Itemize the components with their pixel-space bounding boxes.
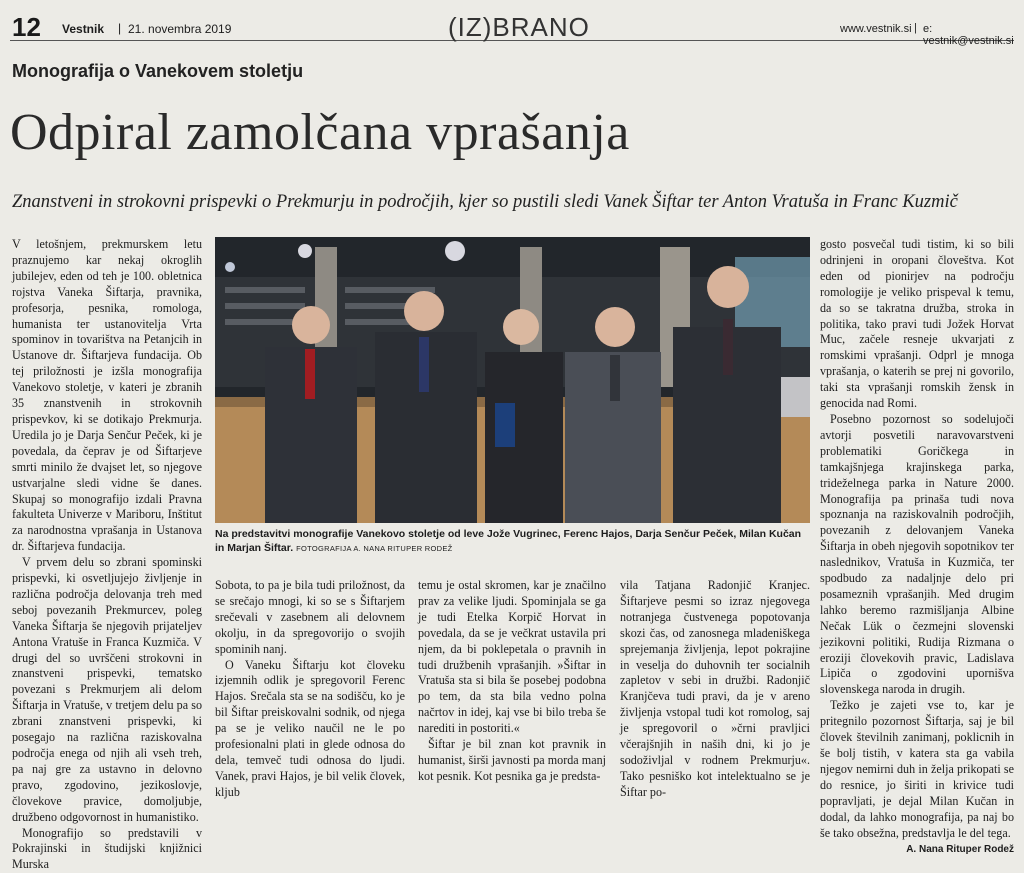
header-separator-2: |	[914, 22, 917, 34]
caption-text: Na predstavitvi monografije Vanekovo stoletje od leve Jože Vugrinec, Ferenc Hajos, Darja Senčur Peček, Milan Kučan in Marjan Šiftar.	[215, 528, 802, 554]
paragraph: Posebno pozornost so sodelujoči avtorji posvetili naravovarstveni problematiki Goričkega in tamkajšnjega krajinskega parka, trideželnega parka in Nature 2000. Monografija pa prinaša tudi nova spoznanja na raziskovalnih področjih, povezanih z delovanjem Vaneka Šiftarja in obeh njegovih sopotnikov ter naslednikov, Vratuša in Kuzmiča, ter spodbudo za nadaljnje delo pri posameznih vprašanjih. Med drugim lahko beremo razmišljanja Albine Nečak Lük o čezmejni slovenski jezikovni politiki, Rudija Rizmana o eroziji človekovih pravic, Ladislava Lipiča o zgodovini upornišva slovenskega naroda in drugih.	[820, 411, 1014, 697]
paragraph: gosto posvečal tudi tistim, ki so bili odrinjeni in oropani človeštva. Kot eden od pionirjev na področju romologije je veliko prispeval k temu, da so se takratna družba, stroka in politika, tako pravi tudi Jožek Horvat Muc, začele resneje ukvarjati z romskimi vprašanji. Odprl je mnoga vprašanja, o katerih se prej ni govorilo, taki sta vprašanji romskih žensk in genocida nad Romi.	[820, 237, 1014, 411]
paragraph: Težko je zajeti vse to, kar je pritegnilo pozornost Šiftarja, saj je bil človek številnih zanimanj, poklicnih in še bolj tistih, v katera sta ga vabila njegov nemirni duh in želja prikopati se do resnice, jo širiti in krivice tudi popravljati, je dejal Milan Kučan in dodal, da lahko monografija, pa naj bo še tako obsežna, predstavlja le del tega.	[820, 698, 1014, 840]
paragraph: Monografijo so predstavili v Pokrajinski in študijski knjižnici Murska	[12, 825, 202, 872]
text-column-bottom-2	[418, 578, 606, 785]
page-header	[10, 8, 1014, 47]
header-separator: |	[118, 21, 122, 35]
text-column-left	[12, 237, 202, 873]
paragraph: Sobota, to pa je bila tudi priložnost, da se srečajo mnogi, ki so se s Šiftarjem srečevali v zasebnem ali delovnem okolju, in da spregovorijo o svojih spominih nanj.	[215, 578, 405, 656]
event-photo	[215, 237, 810, 523]
text-column-bottom-3	[620, 578, 810, 801]
website-link[interactable]: www.vestnik.si	[840, 23, 912, 35]
section-name: (IZ)BRANO	[448, 12, 590, 42]
issue-date: 21. novembra 2019	[128, 22, 232, 36]
paragraph: V prvem delu so zbrani spominski prispevki, ki osvetljujejo življenje in različna področja delovanja treh med seboj povezanih Prekmurcev, poleg Vaneka Šiftarja še njegovih prijateljev Antona Vratuše in Franca Kuzmiča. V drugi del so uvrščeni strokovni in znanstveni prispevki, tematsko povezani s Prekmurjem ali delom Šiftarja in Vratuše, v tretjem delu pa so zbrani znanstveni prispevki, ki posegajo na različna raziskovalna področja enega od njih ali vseh treh, pa naj gre za ustavno in delovno pravo, zgodovino, jezikoslovje, človekove pravice, domoljubje, družbeno odgovornost in humanistiko.	[12, 555, 202, 824]
paragraph: O Vaneku Šiftarju kot človeku izjemnih odlik je spregovoril Ferenc Hajos. Srečala sta se na sodišču, ko je bil Šiftar preiskovalni sodnik, od njega pa se je veliko naučil ne le po profesionalni plati in glede odnosa do dela, temveč tudi odnosa do ljudi. Vanek, pravi Hajos, je bil velik človek, kljub	[215, 657, 405, 799]
text-column-right	[820, 237, 1014, 858]
text-column-bottom-1	[215, 578, 405, 801]
photo-credit: FOTOGRAFIJA A. NANA RITUPER RODEŽ	[296, 544, 453, 553]
publication-name: Vestnik	[62, 22, 105, 36]
photo-illustration	[215, 237, 810, 523]
photo-caption	[215, 527, 810, 556]
article-kicker: Monografija o Vanekovem stoletju	[12, 61, 304, 81]
paragraph: V letošnjem, prekmurskem letu praznujemo kar nekaj okroglih jubilejev, eden od teh je 100. obletnica rojstva Vaneka Šiftarja, pravnika, profesorja, pesnika, romologa, humanista ter ustanovitelja Vrta spominov in tovarištva na Petanjcih in Ustanove dr. Šiftarjeva fundacija. Ob tej priložnosti je izšla monografija Vanekovo stoletje, v kateri je zbranih 35 znanstvenih in strokovnih prispevkov, ki se dotikajo Prekmurja. Uredila jo je Darja Senčur Peček, ki je povedala, da čeprav je od Šiftarjeve smrti minilo že dvajset let, so njegove ustvarjalne sledi vidne še danes. Skupaj so monografijo izdali Pravna fakulteta Univerze v Mariboru, Inštitut za narodnostna vprašanja in Ustanova dr. Šiftarjeva fundacija.	[12, 237, 202, 554]
email-link[interactable]: e: vestnik@vestnik.si	[923, 23, 1014, 47]
article-subhead: Znanstveni in strokovni prispevki o Prekmurju in področjih, kjer so pustili sledi Vanek Šiftar ter Anton Vratuša in Franc Kuzmič	[12, 192, 958, 212]
page-number: 12	[12, 12, 41, 42]
paragraph: Šiftar je bil znan kot pravnik in humanist, širši javnosti pa morda manj kot pesnik. Kot pesnika ga je predsta-	[418, 737, 606, 783]
author-signature: A. Nana Rituper Rodež	[906, 844, 1014, 856]
paragraph: temu je ostal skromen, kar je značilno prav za velike ljudi. Spominjala se ga je tudi Etelka Korpič Horvat in povedala, da se je večkrat ustavila pri njem, da bi poklepetala o pravnih in tudi družbenih vprašanjih. »Šiftar in Vratuša sta si bila še posebej podobna po tem, da sta bila vedno polna načrtov in idej, kaj vse bi bilo treba še narediti in postoriti.«	[418, 578, 606, 736]
article-headline: Odpiral zamolčana vprašanja	[10, 104, 630, 161]
paragraph: vila Tatjana Radonjič Kranjec. Šiftarjeve pesmi so izraz njegovega notranjega čustvenega popotovanja skozi čas, od zanosnega mladeniškega sprejemanja življenja, lepot pokrajine in veselja do duhovnih ter socialnih zapletov v sebi in družbi. Radonjič Kranjčeva tudi pravi, da je v areno življenja vstopal tudi kot romolog, saj je spregovoril o »črni pravljici včerajšnjih in naših dni, ki jo je sodoživljal v rodnem Prekmurju«. Tako pesniško kot intelektualno se je Šiftar po-	[620, 578, 810, 799]
